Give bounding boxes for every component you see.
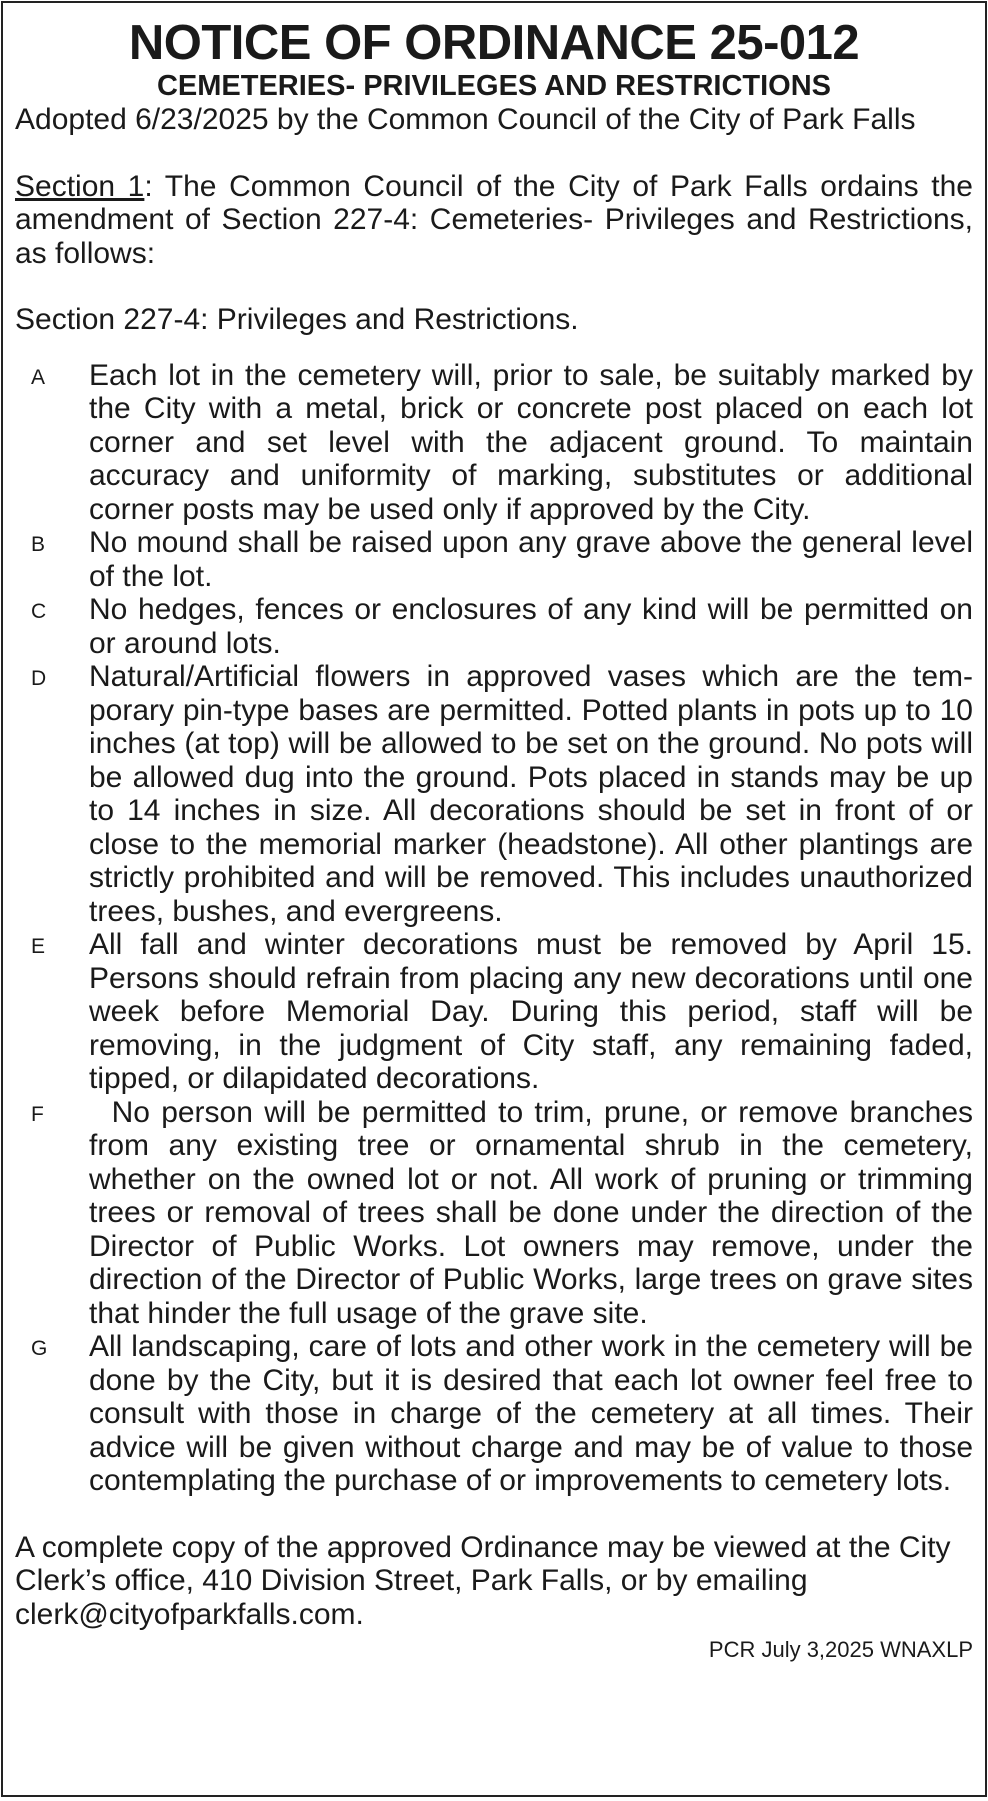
item-text: Each lot in the cemetery will, prior to sale, be suitably marked by the City with a metal, brick or concrete post placed on each lot corner and set level with the adjacent ground. To maintain accuracy and uniformity of marking, substitutes or additional corner posts may be used only if approved by the City. xyxy=(89,358,973,526)
section-1-paragraph xyxy=(15,170,973,271)
item-letter: E xyxy=(31,935,46,959)
section-1-label: Section 1 xyxy=(15,169,145,203)
item-text: No person will be permitted to trim, prune, or remove branches from any existing tree or ornamental shrub in the cemetery, whether on the owned lot or not. All work of pruning or trimming trees or removal of trees shall be done under the direction of the Director of Public Works. Lot owners may remove, under the direction of the Director of Public Works, large trees on grave sites that hinder the full usage of the grave site. xyxy=(89,1095,982,1330)
ordinance-notice xyxy=(1,1,987,1797)
adoption-statement: Adopted 6/23/2025 by the Common Council of the City of Park Falls xyxy=(15,103,916,137)
item-letter: C xyxy=(31,600,47,624)
item-text: No hedges, fences or enclosures of any kind will be permitted on or around lots. xyxy=(89,593,973,660)
item-letter: D xyxy=(31,667,47,691)
item-text: All landscaping, care of lots and other work in the cemetery will be done by the City, but it is desired that each lot owner feel free to consult with those in charge of the cemetery at all times. Their advice will be given without charge and may be of value to those contemplating the purchase of or improvements to cemetery lots. xyxy=(89,1330,973,1498)
section-1-text: : The Common Council of the City of Park Falls ordains the amendment of Section 227-4: Cemeteries- Privileges and Restrictions, as follows: xyxy=(15,169,973,270)
restriction-item-d xyxy=(15,660,973,928)
item-letter: A xyxy=(31,365,46,389)
restriction-item-a xyxy=(15,359,973,527)
item-text: All fall and winter decorations must be removed by April 15. Persons should refrain from placing any new decorations until one week before Memorial Day. During this period, staff will be removing, in the judgment of City staff, any remaining faded, tipped, or dilapidated decorations. xyxy=(89,928,973,1096)
item-text: Natural/Artificial flowers in approved vases which are the temporary pin-type bases are permitted. Potted plants in pots up to 10 inches (at top) will be allowed to be set on the ground. No pots will be allowed dug into the ground. Pots placed in stands may be up to 14 inches in size. All decorations should be set in front of or close to the memorial marker (headstone). All other plantings are strictly prohibited and will be removed. This includes unauthorized trees, bushes, and evergreens. xyxy=(89,660,973,928)
item-letter: B xyxy=(31,533,46,557)
restriction-item-c xyxy=(15,593,973,660)
restriction-item-f xyxy=(15,1095,982,1331)
notice-title: NOTICE OF ORDINANCE 25-012 xyxy=(128,16,860,70)
restrictions-list xyxy=(15,358,982,1498)
item-text: No mound shall be raised upon any grave above the general level of the lot. xyxy=(89,526,973,593)
item-letter: F xyxy=(31,1102,44,1126)
closing-paragraph: A complete copy of the approved Ordinance may be viewed at the City Clerk’s office, 410 Division Street, Park Falls, or by emailing clerk@cityofparkfalls.com. xyxy=(15,1530,951,1631)
notice-subtitle: CEMETERIES- PRIVILEGES AND RESTRICTIONS xyxy=(156,69,832,102)
restriction-item-g xyxy=(15,1330,973,1498)
section-227-4-heading: Section 227-4: Privileges and Restrictions. xyxy=(15,303,579,337)
restriction-item-e xyxy=(15,928,973,1096)
item-letter: G xyxy=(31,1337,48,1361)
publication-footer: PCR July 3,2025 WNAXLP xyxy=(708,1637,973,1663)
restriction-item-b xyxy=(15,526,973,593)
